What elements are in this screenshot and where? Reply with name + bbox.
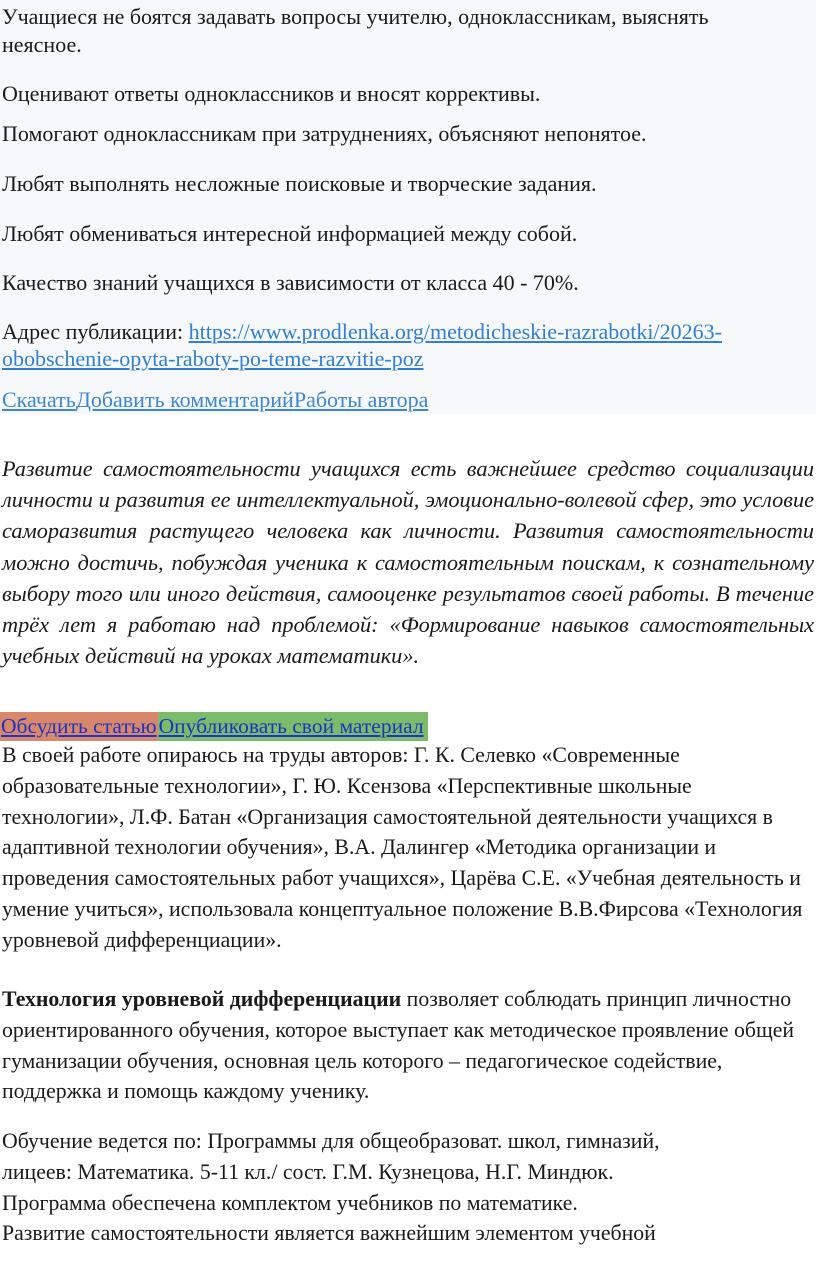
intro-line: Любят выполнять несложные поисковые и творческие задания.: [2, 171, 597, 196]
technology-paragraph: [2, 984, 814, 1107]
publication-label: Адрес публикации:: [2, 319, 189, 344]
technology-description: позволяет соблюдать принцип личностно ориентированного обучения, которое выступает как методическое проявление общей гуманизации обучения, основная цель которого – педагогическое содействие, поддержка и помощь каждому ученику.: [2, 987, 795, 1104]
program-line: Развитие самостоятельности является важнейшим элементом учебной: [2, 1221, 656, 1246]
intro-line: Качество знаний учащихся в зависимости от класса 40 - 70%.: [2, 270, 579, 295]
add-comment-link[interactable]: Добавить комментарий: [75, 387, 294, 412]
intro-line: Помогают одноклассникам при затруднениях, объясняют непонятое.: [2, 121, 647, 146]
authors-paragraph: В своей работе опираюсь на труды авторов: Г. К. Селевко «Современные образовательные технологии», Г. Ю. Ксензова «Перспективные школьные технологии», Л.Ф. Батан «Организация самостоятельной деятельности учащихся в адаптивной технологии обучения», В.А. Далингер «Методика организации и проведения самостоятельных работ учащихся», Царёва С.Е. «Учебная деятельность и умение учиться», использовала концептуальное положение В.В.Фирсова «Технология уровневой дифференциации».: [2, 743, 803, 952]
publication-url-link-cont[interactable]: obobschenie-opyta-raboty-po-teme-razvitie-poz: [2, 346, 424, 371]
program-line: Обучение ведется по: Программы для общеобразоват. школ, гимназий,: [2, 1129, 660, 1153]
publication-address-cont: [2, 345, 423, 373]
intro-line: неясное.: [2, 32, 82, 57]
technology-term: Технология уровневой дифференциации: [2, 987, 402, 1011]
author-works-link[interactable]: Работы автора: [293, 387, 429, 412]
summary-paragraph: Развитие самостоятельности учащихся есть важнейшее средство социализации личности и развития ее интеллектуальной, эмоционально-волевой сфер, это условие саморазвития растущего человека как личности. Развития самостоятельности можно достичь, побуждая ученика к самостоятельным поискам, к сознательному выбору того или иного действия, самооценке результатов своей работы. В течение трёх лет я работаю над проблемой: «Формирование навыков самостоятельных учебных действий на уроках математики».: [2, 456, 814, 669]
intro-line: Оценивают ответы одноклассников и вносят коррективы.: [2, 81, 541, 106]
program-line: Программа обеспечена комплектом учебников по математике.: [2, 1190, 578, 1215]
discuss-article-button[interactable]: Обсудить статью: [0, 712, 158, 741]
program-line: лицеев: Математика. 5-11 кл./ сост. Г.М. Кузнецова, Н.Г. Миндюк.: [2, 1159, 614, 1184]
program-paragraph: [2, 1126, 814, 1249]
intro-line: Учащиеся не боятся задавать вопросы учителю, одноклассникам, выяснять: [2, 4, 709, 29]
publication-url-link[interactable]: https://www.prodlenka.org/metodicheskie-razrabotki/20263-: [188, 319, 722, 344]
publication-address: [2, 318, 722, 346]
action-links: [2, 386, 428, 414]
intro-section: [0, 0, 816, 414]
article-buttons: [0, 712, 428, 741]
download-link[interactable]: Скачать: [2, 387, 76, 412]
publish-material-button[interactable]: Опубликовать свой материал: [158, 712, 428, 741]
intro-line: Любят обмениваться интересной информацией между собой.: [2, 221, 578, 246]
